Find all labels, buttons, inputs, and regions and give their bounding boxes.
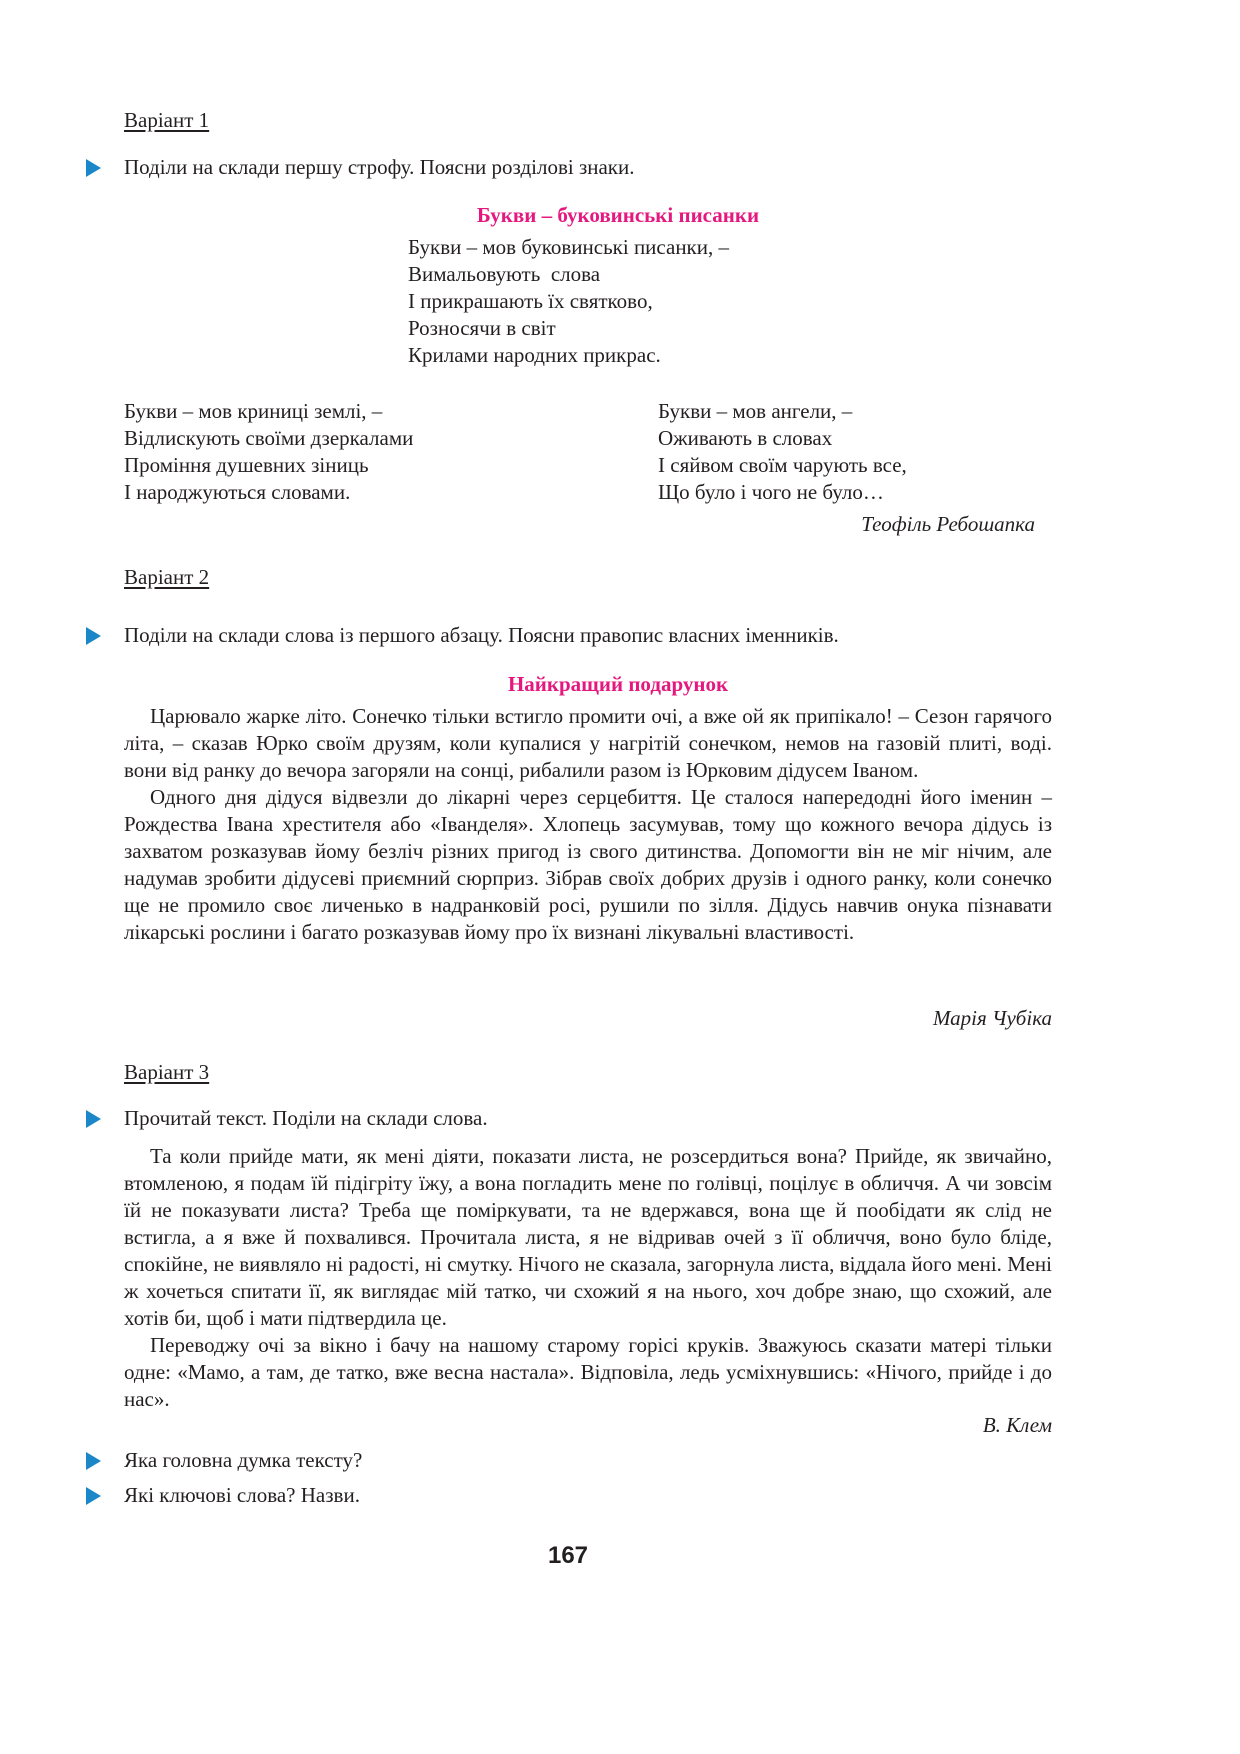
question-2 [86,1483,360,1508]
poem-line: Розносячи в світ [408,316,556,340]
triangle-bullet-icon [86,159,101,177]
triangle-bullet-icon [86,1487,101,1505]
poem-line: Букви – мов ангели, – [658,399,853,423]
poem-line: Проміння душевних зіниць [124,453,369,477]
variant-2-heading: Варіант 2 [124,565,210,589]
poem-line: Відлискують своїми дзеркалами [124,426,414,450]
poem-line: Крилами народних прикрас. [408,343,661,367]
text-author: В. Клем [982,1413,1052,1437]
story-author: Марія Чубіка [932,1006,1052,1030]
task-2 [86,623,839,648]
poem-author: Теофіль Ребошапка [861,512,1035,536]
poem-stanza-2 [124,398,413,506]
poem-line: Букви – мов криниці землі, – [124,399,383,423]
paragraph: Та коли прийде мати, як мені діяти, показати листа, не розсердиться вона? Прийде, як звичайно, втомленою, я подам їй підігріту їжу, а вона погладить мене по голівці, поцілує в обличчя. А чи зовсім їй не показувати листа? Треба ще поміркувати, та не вдержався, вона ще й пообідати як слід не встигла, а я вже й похвалився. Прочитала листа, я не відривав очей з її обличчя, воно було бліде, спокійне, не виявляло ні радості, ні смутку. Нічого не сказала, загорнула листа, віддала його мені. Мені ж хочеться спитати її, як виглядає мій татко, чи схожий я на нього, хоч добре знаю, що схожий, але хотів би, щоб і мати підтвердила це. [124,1144,1052,1330]
variant-1-heading: Варіант 1 [124,108,210,132]
task-1 [86,155,635,180]
question-1 [86,1448,362,1473]
task-text: Прочитай текст. Поділи на склади слова. [124,1106,488,1130]
poem-line: І прикрашають їх святково, [408,289,653,313]
task-3 [86,1106,488,1131]
poem-line: І сяйвом своїм чарують все, [658,453,907,477]
paragraph: Одного дня дідуся відвезли до лікарні через серцебиття. Це сталося напередодні його іменин – Рождества Івана хрестителя або «Іванделя». Хлопець засумував, тому що кожного вечора дідусь із захватом розказував йому безліч різних пригод із свого дитинства. Допомогти він не міг нічим, але надумав зробити дідусеві приємний сюрприз. Зібрав своїх добрих друзів і одного ранку, коли сонечко ще не промило своє личенько в надранковій росі, рушили по зілля. Дідусь навчив онука пізнавати лікарські рослини і багато розказував йому про їх визнані лікувальні властивості. [124,785,1052,944]
poem-title: Букви – буковинські писанки [476,203,760,227]
poem-stanza-3 [658,398,907,506]
poem-line: Оживають в словах [658,426,833,450]
task-text: Поділи на склади слова із першого абзацу. Поясни правопис власних іменників. [124,623,839,647]
poem-line: Вимальовують слова [408,262,601,286]
paragraph: Царювало жарке літо. Сонечко тільки встигло промити очі, а вже ой як припікало! – Сезон гарячого літа, – сказав Юрко своїм друзям, коли купалися у нагрітій сонечком, немов на газовій плиті, воді. вони від ранку до вечора загоряли на сонці, рибалили разом із Юрковим дідусем Іваном. [124,704,1052,782]
story-title: Найкращий подарунок [507,672,729,696]
triangle-bullet-icon [86,1452,101,1470]
paragraph: Переводжу очі за вікно і бачу на нашому старому горісі круків. Зважуюсь сказати матері тільки одне: «Мамо, а там, де татко, вже весна настала». Відповіла, ледь усміхнувшись: «Нічого, прийде і до нас». [124,1333,1052,1411]
question-text: Яка головна думка тексту? [124,1448,363,1472]
poem-line: Букви – мов буковинські писанки, – [408,235,729,259]
triangle-bullet-icon [86,627,101,645]
poem-line: Що було і чого не було… [658,480,884,504]
task-text: Поділи на склади першу строфу. Поясни розділові знаки. [124,155,635,179]
triangle-bullet-icon [86,1110,101,1128]
page-number: 167 [547,1542,589,1569]
text-3 [124,1143,1052,1413]
question-text: Які ключові слова? Назви. [124,1483,360,1507]
variant-3-heading: Варіант 3 [124,1060,210,1084]
poem-line: І народжуються словами. [124,480,351,504]
poem-stanza-1 [408,234,729,369]
story-text [124,703,1052,946]
